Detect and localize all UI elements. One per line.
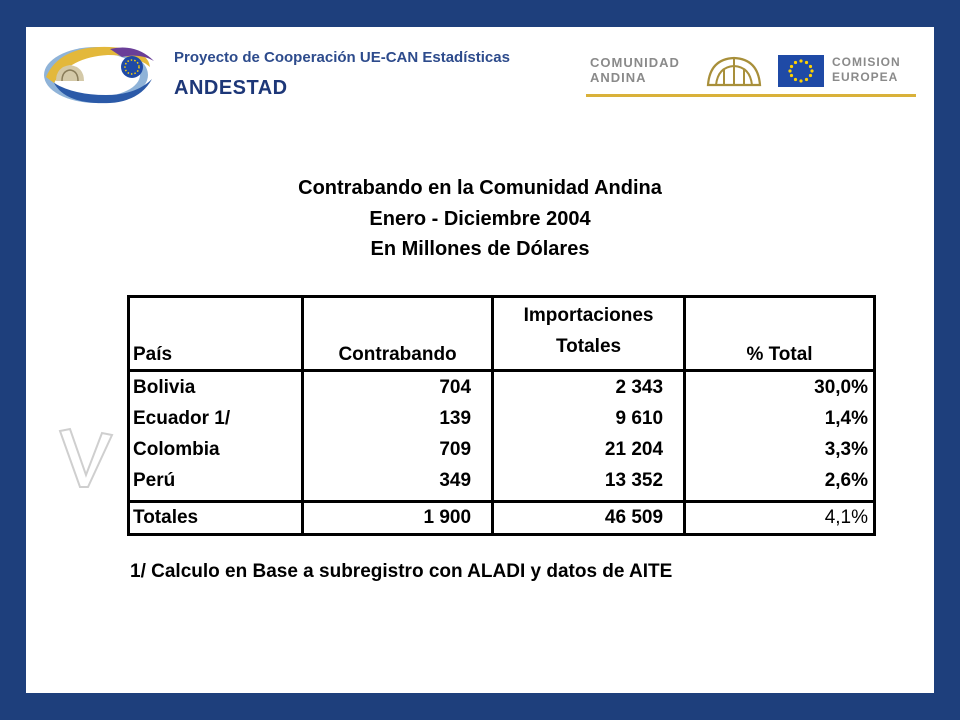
header-pct: % Total — [685, 297, 875, 371]
total-imports: 46 509 — [493, 502, 685, 535]
cell-country: Colombia — [129, 434, 303, 465]
comision-europea-wordmark: COMISION EUROPEA — [832, 55, 901, 84]
total-contraband: 1 900 — [303, 502, 493, 535]
title-line-3: En Millones de Dólares — [370, 238, 590, 260]
header-contraband: Contrabando — [303, 297, 493, 371]
cell-imports: 2 343 — [493, 371, 685, 404]
cell-country: Ecuador 1/ — [129, 403, 303, 434]
cell-imports: 9 610 — [493, 403, 685, 434]
total-label: Totales — [129, 502, 303, 535]
cell-country: Perú — [129, 465, 303, 502]
table-row — [129, 371, 875, 404]
cell-imports: 13 352 — [493, 465, 685, 502]
cell-contraband: 139 — [303, 403, 493, 434]
partner-logos — [586, 49, 916, 97]
table-total-row — [129, 502, 875, 535]
comunidad-andina-emblem-icon — [706, 55, 762, 87]
eu-flag-icon — [778, 55, 824, 87]
cell-country: Bolivia — [129, 371, 303, 404]
project-title: Proyecto de Cooperación UE-CAN Estadísticas — [174, 49, 510, 66]
table-header-row — [129, 297, 875, 371]
header-country: País — [129, 297, 303, 371]
table-row — [129, 434, 875, 465]
title-line-2: Enero - Diciembre 2004 — [369, 207, 591, 230]
table-row — [129, 403, 875, 434]
gold-divider — [586, 94, 916, 97]
cell-pct: 1,4% — [685, 403, 875, 434]
watermark-v-icon — [56, 425, 116, 491]
slide-canvas — [26, 27, 934, 693]
table-row — [129, 465, 875, 502]
header-imports: Importaciones Totales — [493, 297, 685, 371]
contraband-table — [127, 295, 876, 536]
cell-contraband: 349 — [303, 465, 493, 502]
cell-pct: 30,0% — [685, 371, 875, 404]
footnote: 1/ Calculo en Base a subregistro con ALADI y datos de AITE — [130, 561, 673, 582]
cell-imports: 21 204 — [493, 434, 685, 465]
cell-pct: 3,3% — [685, 434, 875, 465]
total-pct: 4,1% — [685, 502, 875, 535]
cell-contraband: 709 — [303, 434, 493, 465]
cell-contraband: 704 — [303, 371, 493, 404]
can-wordmark: COMUNIDAD ANDINA — [590, 55, 680, 85]
table-title — [26, 173, 934, 265]
andestad-logo-icon — [40, 37, 160, 109]
project-name: ANDESTAD — [174, 77, 288, 99]
title-line-1: Contrabando en la Comunidad Andina — [298, 177, 662, 199]
cell-pct: 2,6% — [685, 465, 875, 502]
